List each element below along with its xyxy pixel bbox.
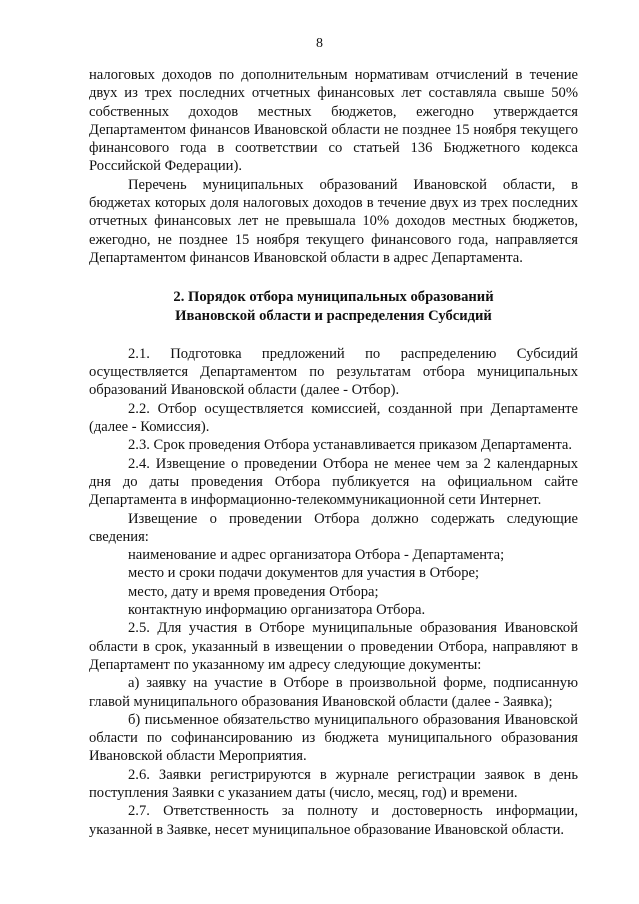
page-number: 8 [316,36,323,51]
notice-item-datetime: место, дату и время проведения Отбора; [128,583,379,600]
clause-2-5: 2.5. Для участия в Отборе муниципальные образования Ивановской области в срок, указанный в извещении о проведении Отбора, направляют в Департамент по указанному им адресу следующие документы: [89,620,578,673]
document-body [89,66,578,839]
notice-item-organizer: наименование и адрес организатора Отбора - Департамента; [128,547,505,564]
paragraph-continuation: налоговых доходов по дополнительным нормативам отчислений в течение двух из трех последних отчетных финансовых лет составляла свыше 50% собственных доходов местных бюджетов, ежегодно утверждается Департаментом финансов Ивановской области не позднее 15 ноября текущего финансового года в соответствии со статьей 136 Бюджетного кодекса Российской Федерации). [89,67,578,175]
notice-intro: Извещение о проведении Отбора должно содержать следующие сведения: [89,510,578,545]
paragraph-municipal-list: Перечень муниципальных образований Ивановской области, в бюджетах которых доля налоговых доходов в течение двух из трех последних отчетных финансовых лет не превышала 10% доходов местных бюджетов, ежегодно, не позднее 15 ноября текущего финансового года, направляется Департаментом финансов Ивановской области в адрес Департамента. [89,176,578,266]
clause-2-6: 2.6. Заявки регистрируются в журнале регистрации заявок в день поступления Заявки с указанием даты (число, месяц, год) и времени. [89,766,578,801]
notice-item-contacts: контактную информацию организатора Отбора. [128,602,426,619]
section-heading-line-2: Ивановской области и распределения Субсидий [175,307,492,324]
clause-2-3: 2.3. Срок проведения Отбора устанавливается приказом Департамента. [128,437,573,454]
section-heading [89,288,578,325]
clause-2-4: 2.4. Извещение о проведении Отбора не менее чем за 2 календарных дня до даты проведения Отбора публикуется на официальном сайте Департамента в информационно-телекоммуникационной сети Интернет. [89,455,578,509]
clause-2-2: 2.2. Отбор осуществляется комиссией, созданной при Департаменте (далее - Комиссия). [89,400,578,436]
clause-2-5-b: б) письменное обязательство муниципального образования Ивановской области по софинансированию из бюджета муниципального образования Ивановской области Мероприятия. [89,711,578,765]
clause-2-5-a: а) заявку на участие в Отборе в произвольной форме, подписанную главой муниципального образования Ивановской области (далее - Заявка); [89,675,578,710]
section-heading-line-1: 2. Порядок отбора муниципальных образований [173,289,494,306]
clause-2-7: 2.7. Ответственность за полноту и достоверность информации, указанной в Заявке, несет муниципальное образование Ивановской области. [89,803,578,838]
notice-item-submission: место и сроки подачи документов для участия в Отборе; [128,565,480,582]
clause-2-1: 2.1. Подготовка предложений по распределению Субсидий осуществляется Департаментом по результатам отбора муниципальных образований Ивановской области (далее - Отбор). [89,345,578,399]
